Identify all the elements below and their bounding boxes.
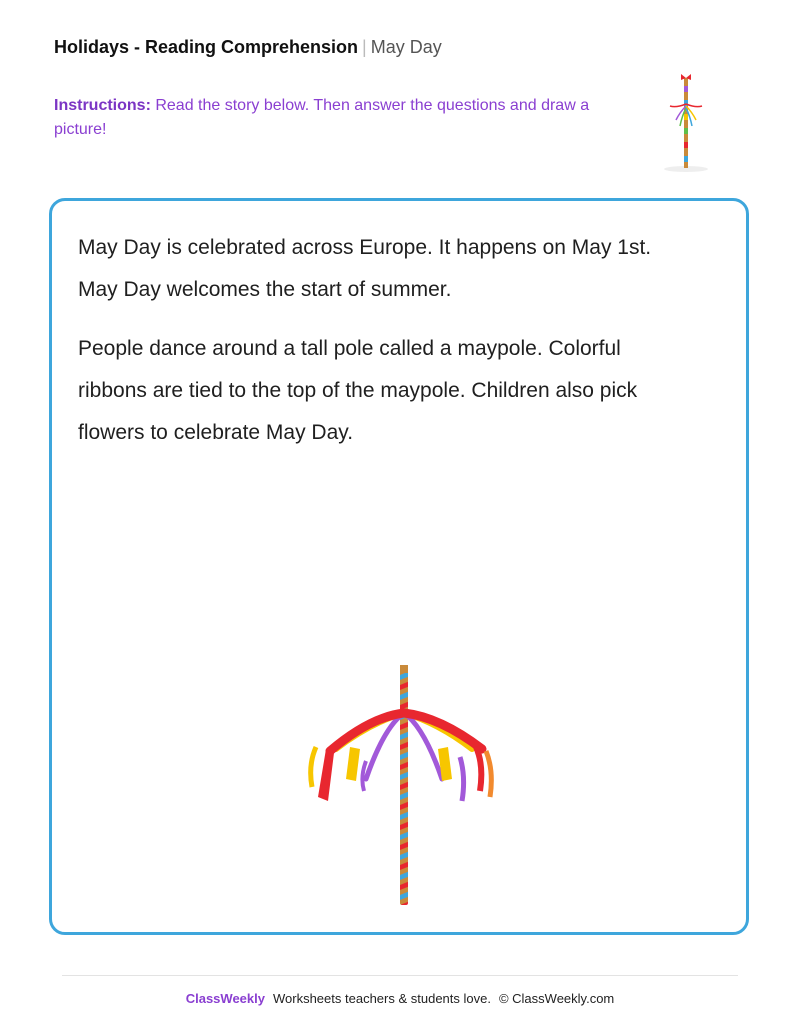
- worksheet-topic: May Day: [370, 37, 442, 57]
- footer-brand: ClassWeekly: [185, 991, 265, 1006]
- story-paragraph-1: May Day is celebrated across Europe. It happens on May 1st. May Day welcomes the start of summer.: [78, 236, 652, 301]
- page-header: [54, 37, 442, 58]
- maypole-icon: [300, 661, 510, 911]
- instructions: [54, 94, 614, 142]
- footer-divider: [62, 975, 738, 976]
- title-separator: |: [362, 37, 367, 57]
- story-card: [49, 198, 749, 935]
- footer: [0, 991, 800, 1006]
- footer-tagline: Worksheets teachers & students love.: [272, 991, 491, 1006]
- footer-copyright: © ClassWeekly.com: [498, 991, 615, 1006]
- maypole-small-icon: [650, 66, 726, 176]
- story-text: [78, 227, 688, 471]
- instructions-text: Read the story below. Then answer the questions and draw a picture!: [54, 97, 590, 138]
- story-paragraph-2: People dance around a tall pole called a maypole. Colorful ribbons are tied to the top of the maypole. Children also pick flowers to celebrate May Day.: [78, 337, 638, 444]
- worksheet-title: Holidays - Reading Comprehension: [54, 37, 359, 57]
- instructions-label: Instructions:: [54, 97, 151, 114]
